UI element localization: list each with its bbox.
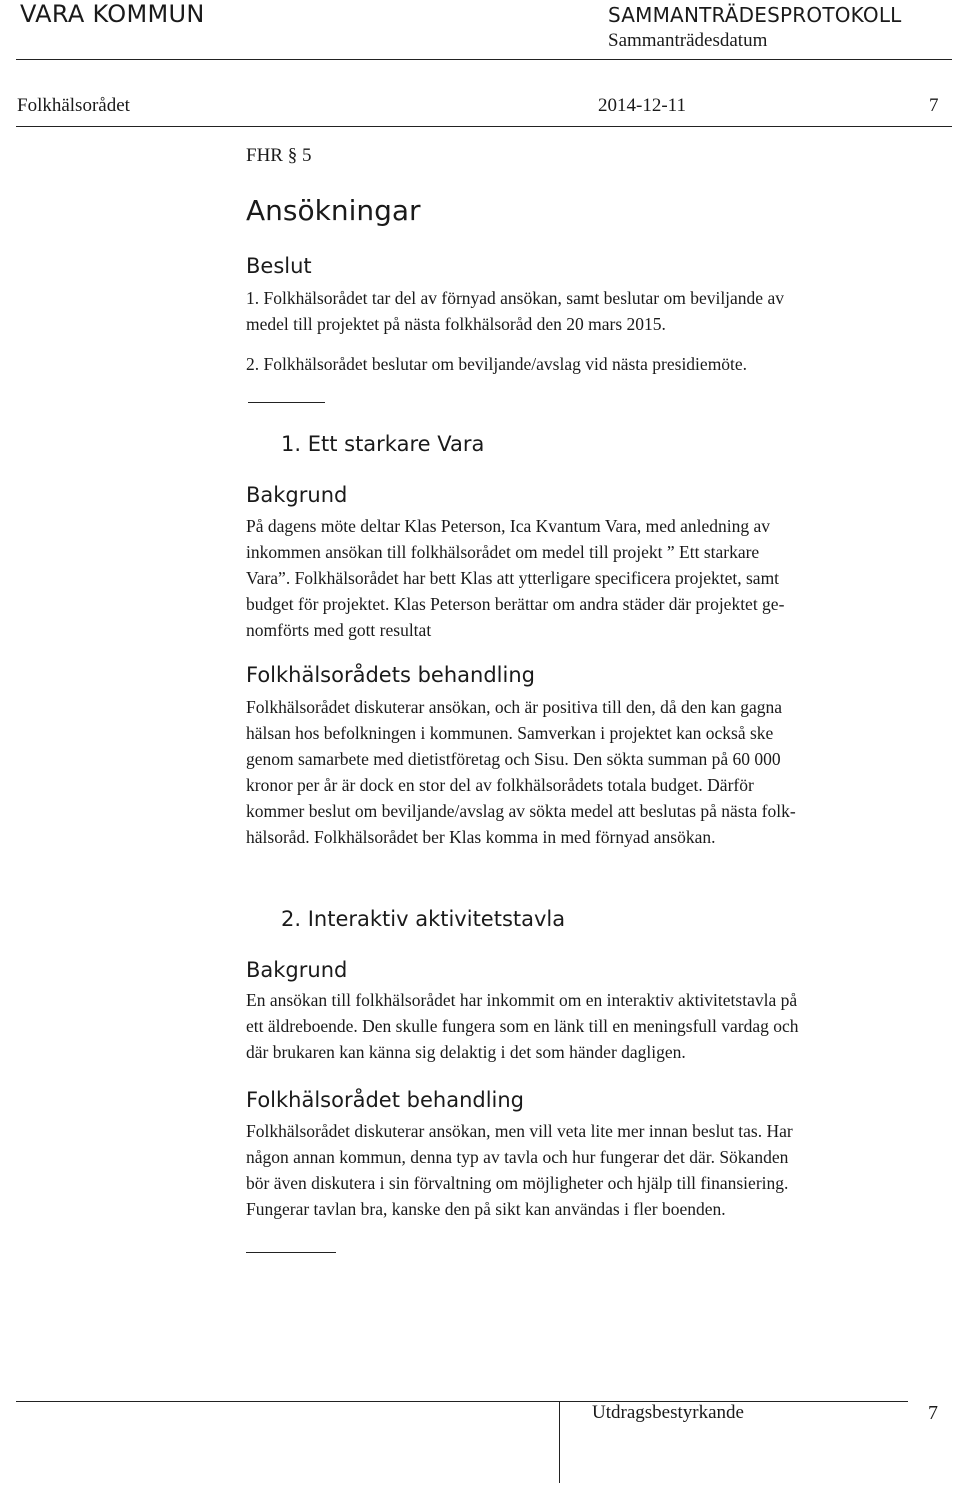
item-1-background-text: På dagens möte deltar Klas Peterson, Ica Kvantum Vara, med anledning av inkommen ansökan till folkhälsorådet om medel till projekt ” Ett starkare Vara”. Folkhälsorådet har bett Klas att ytterligare specificera projektet, samt budget för projektet. Klas Peterson berättar om andra städer där projektet ge- nomförts med gott resultat xyxy=(246,516,785,640)
paragraph-number: FHR § 5 xyxy=(246,145,312,166)
header-divider xyxy=(16,59,952,60)
item-1-background-heading: Bakgrund xyxy=(246,483,348,507)
certification-label: Utdragsbestyrkande xyxy=(592,1402,744,1423)
header-divider-2 xyxy=(16,126,952,127)
municipality-name: VARA KOMMUN xyxy=(20,0,205,28)
document-subtitle: Sammanträdesdatum xyxy=(608,30,768,51)
item-2-title: 2. Interaktiv aktivitetstavla xyxy=(281,907,566,931)
item-2-background-heading: Bakgrund xyxy=(246,958,348,982)
meeting-date: 2014-12-11 xyxy=(598,95,686,116)
section-title: Ansökningar xyxy=(246,194,421,227)
end-separator-line xyxy=(246,1252,336,1253)
footer-divider xyxy=(16,1401,908,1402)
separator-line xyxy=(248,402,325,403)
page-number: 7 xyxy=(929,95,939,116)
item-1-handling-heading: Folkhälsorådets behandling xyxy=(246,663,535,687)
item-2-background-text: En ansökan till folkhälsorådet har inkommit om en interaktiv aktivitetstavla på ett äldreboende. Den skulle fungera som en länk till en meningsfull vardag och där brukaren kan känna sig delaktig i det som händer dagligen. xyxy=(246,990,799,1062)
decision-2: 2. Folkhälsorådet beslutar om beviljande/avslag vid nästa presidiemöte. xyxy=(246,354,748,374)
item-2-handling-heading: Folkhälsorådet behandling xyxy=(246,1088,525,1112)
item-2-handling-text: Folkhälsorådet diskuterar ansökan, men vill veta lite mer innan beslut tas. Har någon annan kommun, denna typ av tavla och hur fungerar det där. Sökanden bör även diskutera i sin förvaltning om möjligheter och hjälp till finansiering. Fungerar tavlan bra, kanske den på sikt kan användas i fler boenden. xyxy=(246,1121,793,1219)
decision-1: 1. Folkhälsorådet tar del av förnyad ansökan, samt beslutar om beviljande av medel till projektet på nästa folkhälsoråd den 20 mars 2015. xyxy=(246,288,784,334)
footer-page-number: 7 xyxy=(928,1402,938,1424)
footer-vertical-divider xyxy=(559,1401,560,1483)
committee-name: Folkhälsorådet xyxy=(17,95,130,116)
item-1-handling-text: Folkhälsorådet diskuterar ansökan, och är positiva till den, då den kan gagna hälsan hos befolkningen i kommunen. Samverkan i projektet kan också ske genom samarbete med dietistföretag och Sisu. Den sökta summan på 60 000 kronor per år är dock en stor del av folkhälsorådets totala budget. Därför kommer beslut om beviljande/avslag av sökta medel att beslutas på nästa folk- hälsoråd. Folkhälsorådet ber Klas komma in med förnyad ansökan. xyxy=(246,697,796,847)
item-1-title: 1. Ett starkare Vara xyxy=(281,432,485,456)
document-type: SAMMANTRÄDESPROTOKOLL xyxy=(608,3,902,27)
decision-heading: Beslut xyxy=(246,254,312,278)
